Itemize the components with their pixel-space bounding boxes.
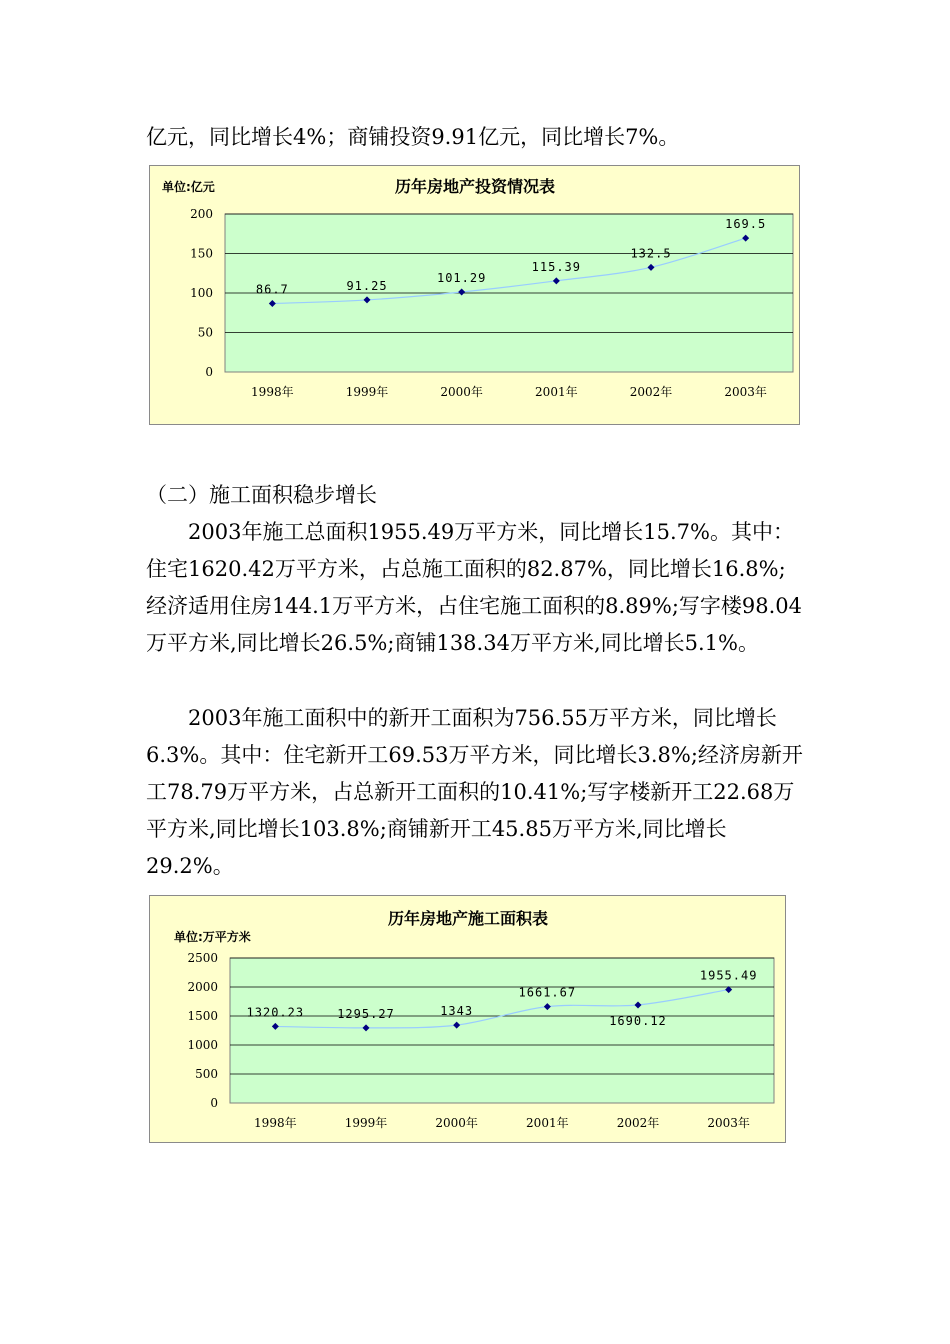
data-label: 1295.27 bbox=[337, 1006, 395, 1021]
y-tick-label: 1000 bbox=[187, 1038, 218, 1052]
x-tick-label: 2001年 bbox=[526, 1116, 569, 1130]
investment-chart bbox=[149, 165, 800, 425]
x-tick-label: 2001年 bbox=[535, 385, 578, 399]
section-heading: （二）施工面积稳步增长 bbox=[146, 483, 377, 507]
data-label: 169.5 bbox=[725, 217, 767, 232]
data-label: 1955.49 bbox=[699, 968, 758, 983]
chart-unit-label: 单位:亿元 bbox=[162, 180, 215, 194]
x-tick-label: 2003年 bbox=[707, 1116, 750, 1130]
y-tick-label: 2500 bbox=[187, 951, 218, 965]
paragraph-investment-tail: 亿元，同比增长4%；商铺投资9.91亿元，同比增长7%。 bbox=[146, 125, 680, 149]
data-label: 91.25 bbox=[346, 278, 388, 293]
x-tick-label: 1999年 bbox=[344, 1116, 388, 1130]
construction-area-chart bbox=[149, 895, 786, 1143]
chart-unit-label: 单位:万平方米 bbox=[174, 930, 251, 944]
y-tick-label: 50 bbox=[197, 325, 213, 340]
plot-area bbox=[230, 958, 774, 1103]
data-label: 1661.67 bbox=[518, 985, 577, 1000]
chart-title: 历年房地产投资情况表 bbox=[394, 177, 556, 196]
data-label: 1690.12 bbox=[609, 1013, 667, 1028]
data-label: 1320.23 bbox=[246, 1005, 305, 1020]
x-tick-label: 1998年 bbox=[251, 385, 294, 399]
chart-title: 历年房地产施工面积表 bbox=[387, 909, 549, 928]
paragraph-new-construction: 2003年施工面积中的新开工面积为756.55万平方米，同比增长6.3%。其中：住宅新开工69.53万平方米，同比增长3.8%;经济房新开工78.79万平方米，占总新开工面积的10.41%;写字楼新开工22.68万平方米,同比增长103.8%;商铺新开工45.85万平方米,同比增长29.2%。 bbox=[146, 706, 803, 878]
y-tick-label: 0 bbox=[205, 365, 213, 379]
y-tick-label: 200 bbox=[190, 207, 213, 221]
y-tick-label: 100 bbox=[190, 286, 213, 300]
y-tick-label: 150 bbox=[190, 246, 213, 261]
x-tick-label: 1998年 bbox=[254, 1116, 297, 1130]
data-label: 86.7 bbox=[255, 282, 289, 297]
x-tick-label: 2000年 bbox=[435, 1116, 478, 1130]
data-label: 1343 bbox=[440, 1004, 474, 1019]
data-label: 115.39 bbox=[531, 259, 582, 274]
data-label: 132.5 bbox=[630, 246, 672, 261]
y-tick-label: 500 bbox=[195, 1067, 218, 1081]
x-tick-label: 2002年 bbox=[629, 385, 673, 399]
x-tick-label: 2003年 bbox=[724, 385, 767, 399]
x-tick-label: 2000年 bbox=[440, 385, 483, 399]
data-label: 101.29 bbox=[436, 270, 487, 285]
y-tick-label: 0 bbox=[210, 1096, 218, 1110]
x-tick-label: 2002年 bbox=[616, 1116, 660, 1130]
y-tick-label: 1500 bbox=[187, 1009, 218, 1023]
x-tick-label: 1999年 bbox=[345, 385, 389, 399]
paragraph-construction-area: 2003年施工总面积1955.49万平方米，同比增长15.7%。其中：住宅1620.42万平方米，占总施工面积的82.87%，同比增长16.8%;经济适用住房144.1万平方米，占住宅施工面积的8.89%;写字楼98.04万平方米,同比增长26.5%;商铺138.34万平方米,同比增长5.1%。 bbox=[146, 520, 803, 655]
y-tick-label: 2000 bbox=[187, 980, 218, 994]
